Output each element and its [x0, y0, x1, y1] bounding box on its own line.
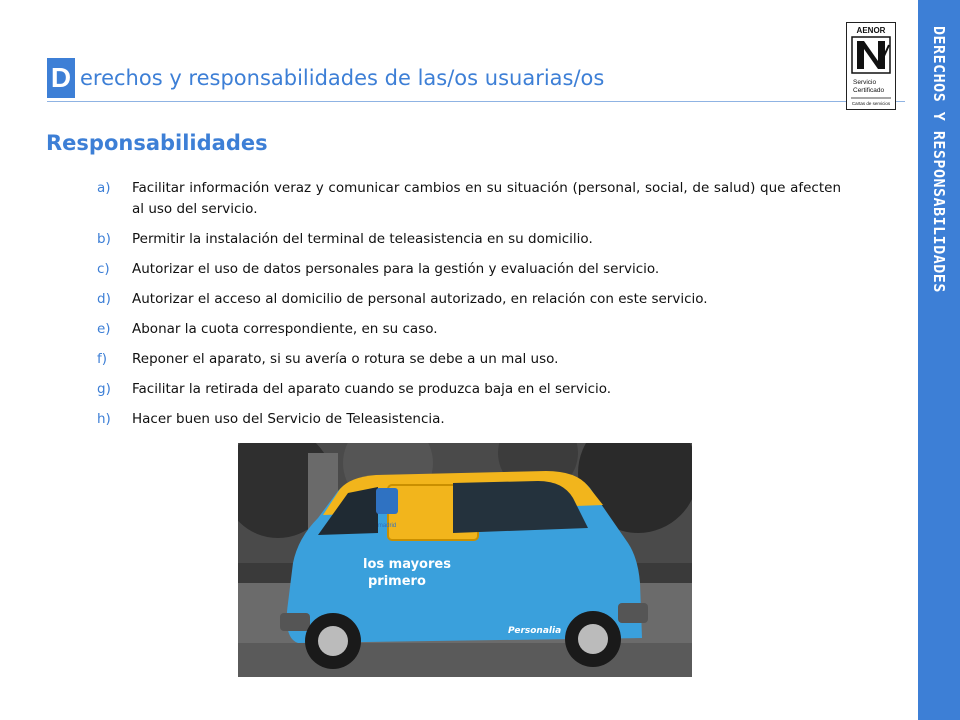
aenor-line2: Certificado — [853, 87, 885, 94]
list-item — [97, 409, 841, 430]
list-item — [97, 349, 841, 370]
list-marker: c) — [97, 261, 110, 277]
van-city: madrid — [377, 523, 397, 529]
list-item-text: Hacer buen uso del Servicio de Teleasistencia. — [132, 411, 445, 427]
list-item — [97, 289, 841, 310]
list-item-text: Facilitar información veraz y comunicar cambios en su situación (personal, social, de salud) que afecten al uso del servicio. — [132, 180, 841, 217]
list-item — [97, 379, 841, 400]
van-slogan-2: primero — [368, 574, 426, 589]
van-slogan-1: los mayores — [363, 557, 451, 572]
page-title: erechos y responsabilidades de las/os usuarias/os — [80, 66, 605, 90]
teleassistance-van-photo — [238, 443, 692, 677]
title-divider — [47, 101, 905, 102]
aenor-logo — [846, 22, 896, 110]
side-band-label: DERECHOS Y RESPONSABILIDADES — [930, 26, 948, 293]
list-marker: d) — [97, 291, 111, 307]
list-marker: e) — [97, 321, 111, 337]
list-marker: g) — [97, 381, 111, 397]
list-item — [97, 178, 841, 220]
van-brand: Personalia — [508, 626, 562, 636]
list-item-text: Facilitar la retirada del aparato cuando se produzca baja en el servicio. — [132, 381, 612, 397]
responsibilities-list — [97, 178, 841, 439]
list-item-text: Abonar la cuota correspondiente, en su caso. — [132, 321, 438, 337]
list-marker: f) — [97, 351, 108, 367]
aenor-line1: Servicio — [853, 79, 877, 86]
aenor-brand: AENOR — [856, 26, 886, 35]
list-item-text: Reponer el aparato, si su avería o rotura se debe a un mal uso. — [132, 351, 559, 367]
list-marker: b) — [97, 231, 111, 247]
list-marker: h) — [97, 411, 111, 427]
list-item-text: Autorizar el acceso al domicilio de personal autorizado, en relación con este servicio. — [132, 291, 708, 307]
section-heading: Responsabilidades — [46, 131, 268, 155]
list-item — [97, 229, 841, 250]
list-item — [97, 259, 841, 280]
list-item — [97, 319, 841, 340]
list-item-text: Autorizar el uso de datos personales para la gestión y evaluación del servicio. — [132, 261, 660, 277]
aenor-footer: Cartas de servicios — [851, 101, 891, 106]
list-item-text: Permitir la instalación del terminal de teleasistencia en su domicilio. — [132, 231, 593, 247]
list-marker: a) — [97, 180, 111, 196]
title-initial-box: D — [47, 58, 75, 98]
